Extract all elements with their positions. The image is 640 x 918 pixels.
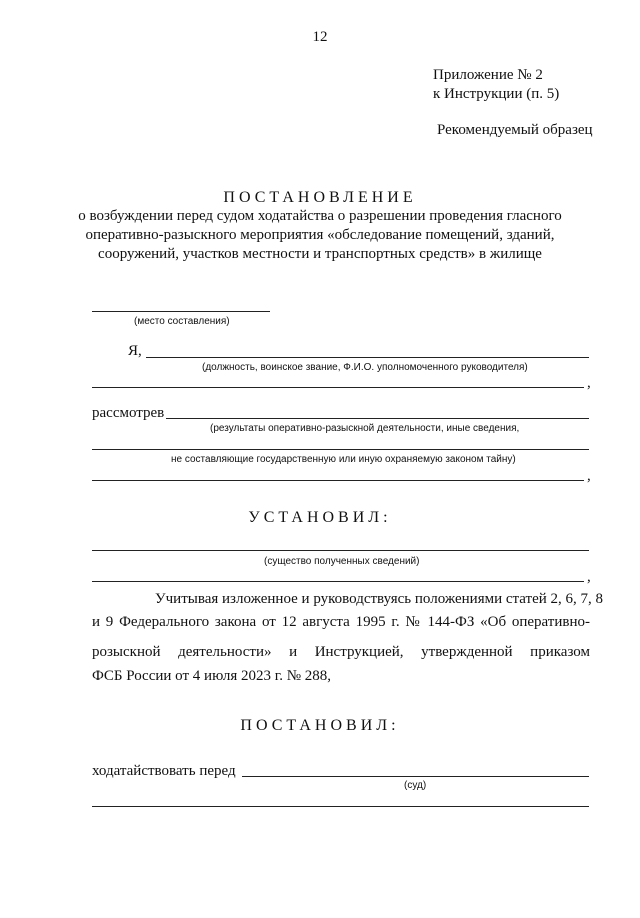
position-blank-line xyxy=(146,357,589,358)
results-caption-2: не составляющие государственную или иную охраняемую законом тайну) xyxy=(171,454,516,465)
court-blank-line xyxy=(242,776,589,777)
comma-1: , xyxy=(587,375,591,391)
body-line-3: розыскной деятельности» и Инструкцией, утвержденной приказом xyxy=(92,644,590,660)
title-line-3: сооружений, участков местности и транспортных средств» в жилище xyxy=(98,246,542,262)
results-blank-line xyxy=(166,418,589,419)
considered-label: рассмотрев xyxy=(92,405,165,421)
i-label: Я, xyxy=(128,343,142,359)
page-number: 12 xyxy=(312,29,328,45)
comma-3: , xyxy=(587,569,591,585)
title-line-1: о возбуждении перед судом ходатайства о разрешении проведения гласного xyxy=(78,208,562,224)
petition-label: ходатайствовать перед xyxy=(92,763,236,779)
place-blank-line xyxy=(92,311,270,312)
position-blank-line-2 xyxy=(92,387,584,388)
facts-caption: (существо полученных сведений) xyxy=(264,556,420,567)
established-heading: УСТАНОВИЛ: xyxy=(248,509,392,526)
results-blank-line-3 xyxy=(92,480,584,481)
body-line-2: и 9 Федерального закона от 12 августа 1995 г. № 144-ФЗ «Об оперативно- xyxy=(92,614,590,630)
comma-2: , xyxy=(587,468,591,484)
document-title: ПОСТАНОВЛЕНИЕ xyxy=(223,189,417,206)
facts-blank-line xyxy=(92,550,589,551)
position-caption: (должность, воинское звание, Ф.И.О. уполномоченного руководителя) xyxy=(202,362,528,373)
court-blank-line-2 xyxy=(92,806,589,807)
results-caption-1: (результаты оперативно-разыскной деятельности, иные сведения, xyxy=(210,423,520,434)
facts-blank-line-2 xyxy=(92,581,584,582)
court-caption: (суд) xyxy=(404,780,427,791)
annex-line-1: Приложение № 2 xyxy=(433,67,543,83)
recommended-sample: Рекомендуемый образец xyxy=(437,122,593,138)
annex-line-2: к Инструкции (п. 5) xyxy=(433,86,560,102)
body-line-4: ФСБ России от 4 июля 2023 г. № 288, xyxy=(92,668,332,684)
results-blank-line-2 xyxy=(92,449,589,450)
place-caption: (место составления) xyxy=(134,316,230,327)
body-line-1: Учитывая изложенное и руководствуясь положениями статей 2, 6, 7, 8 xyxy=(155,591,604,607)
title-line-2: оперативно-разыскного мероприятия «обследование помещений, зданий, xyxy=(85,227,555,243)
decided-heading: ПОСТАНОВИЛ: xyxy=(240,717,400,734)
